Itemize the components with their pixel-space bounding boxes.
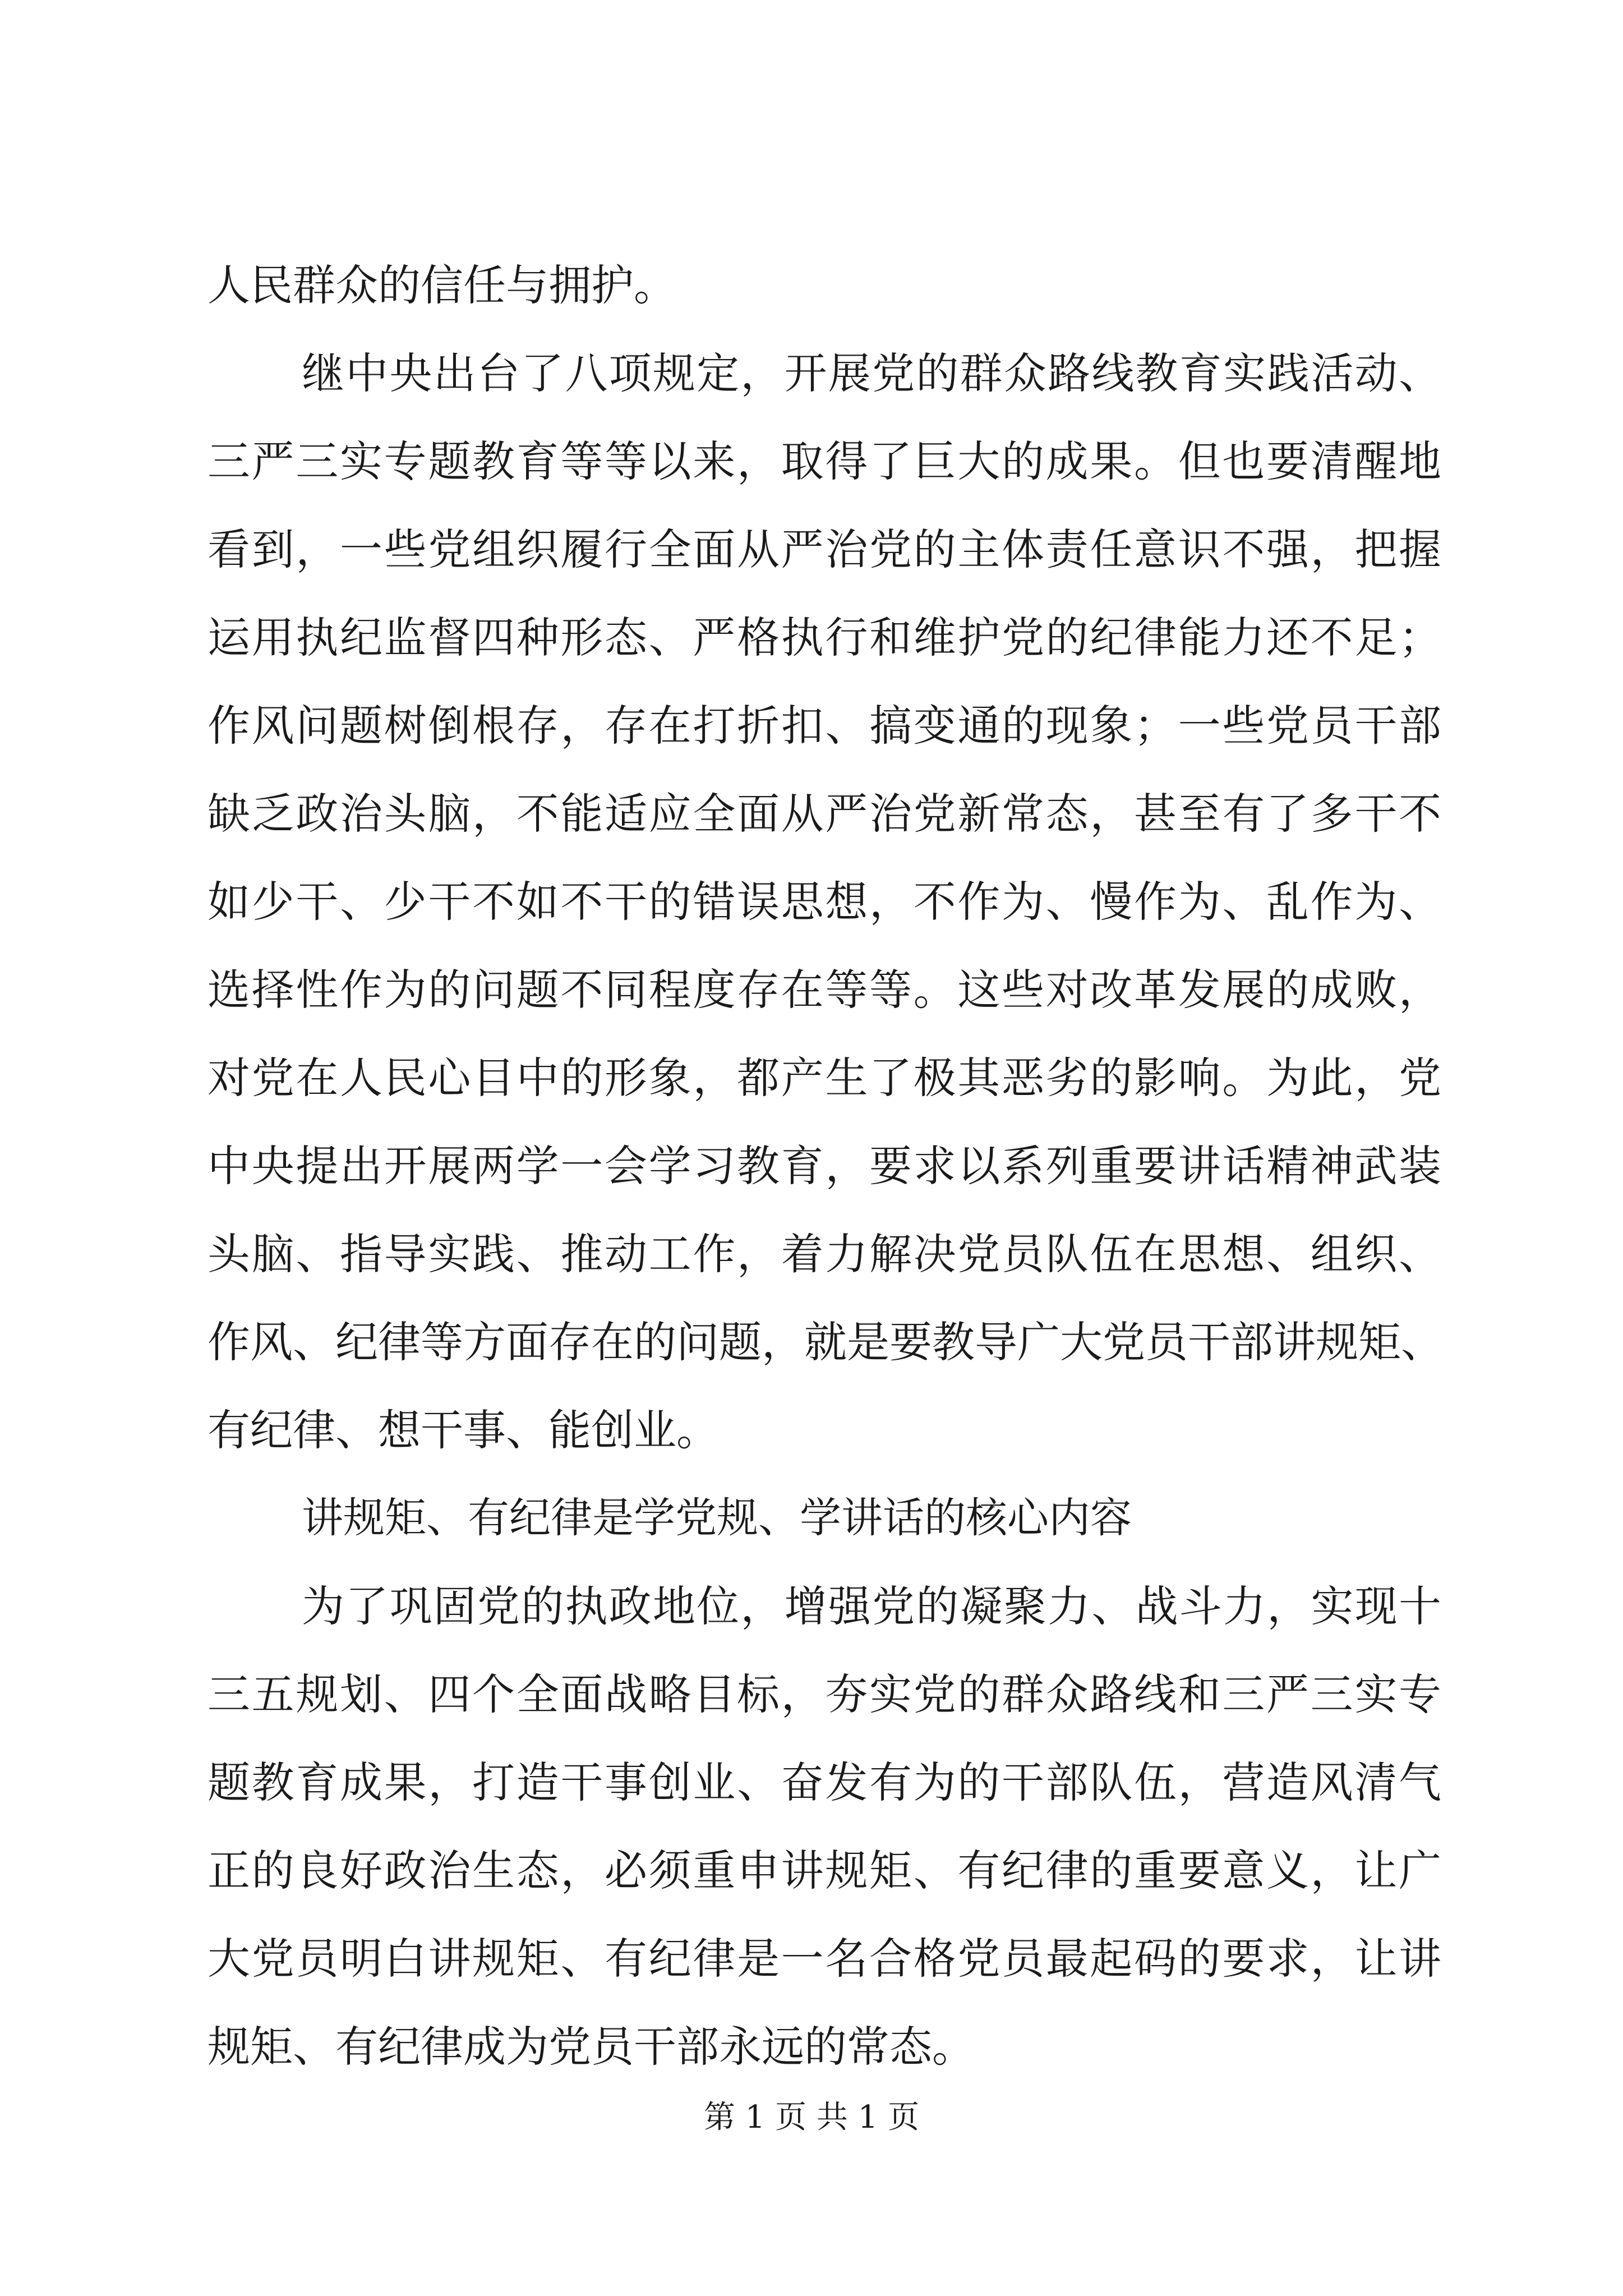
text-line: 大党员明白讲规矩、有纪律是一名合格党员最起码的要求，让讲 [208, 1934, 1441, 1984]
paragraph-first-line: 继中央出台了八项规定，开展党的群众路线教育实践活动、 [302, 348, 1441, 398]
text-line: 对党在人民心目中的形象，都产生了极其恶劣的影响。为此，党 [208, 1053, 1441, 1103]
text-line: 有纪律、想干事、能创业。 [208, 1405, 719, 1455]
section-heading: 讲规矩、有纪律是学党规、学讲话的核心内容 [302, 1494, 1132, 1542]
text-line: 如少干、少干不如不干的错误思想，不作为、慢作为、乱作为、 [208, 877, 1441, 927]
paragraph-first-line: 为了巩固党的执政地位，增强党的凝聚力、战斗力，实现十 [302, 1581, 1441, 1631]
text-line: 缺乏政治头脑，不能适应全面从严治党新常态，甚至有了多干不 [208, 789, 1441, 839]
text-line: 题教育成果，打造干事创业、奋发有为的干部队伍，营造风清气 [208, 1757, 1441, 1807]
text-line: 三严三实专题教育等等以来，取得了巨大的成果。但也要清醒地 [208, 436, 1441, 486]
text-line: 选择性作为的问题不同程度存在等等。这些对改革发展的成败， [208, 965, 1441, 1015]
text-line: 规矩、有纪律成为党员干部永远的常态。 [208, 2022, 975, 2072]
text-line: 人民群众的信任与拥护。 [208, 260, 676, 310]
text-line: 正的良好政治生态，必须重申讲规矩、有纪律的重要意义，让广 [208, 1846, 1441, 1895]
document-body [208, 241, 1444, 2091]
text-line: 头脑、指导实践、推动工作，着力解决党员队伍在思想、组织、 [208, 1229, 1441, 1279]
text-line: 三五规划、四个全面战略目标，夯实党的群众路线和三严三实专 [208, 1669, 1441, 1719]
text-line: 中央提出开展两学一会学习教育，要求以系列重要讲话精神武装 [208, 1141, 1441, 1191]
text-line: 作风、纪律等方面存在的问题，就是要教导广大党员干部讲规矩、 [208, 1317, 1444, 1367]
text-line: 作风问题树倒根存，存在打折扣、搞变通的现象；一些党员干部 [208, 701, 1441, 751]
text-line: 运用执纪监督四种形态、严格执行和维护党的纪律能力还不足； [208, 613, 1441, 662]
text-line: 看到，一些党组织履行全面从严治党的主体责任意识不强，把握 [208, 524, 1441, 574]
page-footer: 第 1 页 共 1 页 [703, 2099, 920, 2136]
